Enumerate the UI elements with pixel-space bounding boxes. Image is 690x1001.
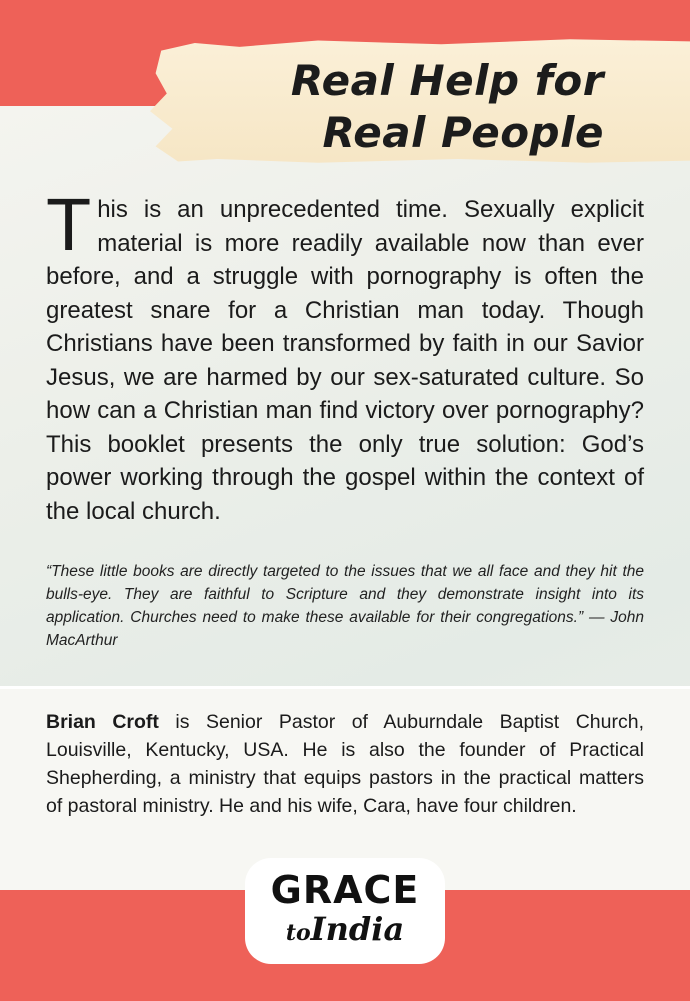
drop-cap: T — [46, 183, 92, 266]
logo-india-text: India — [310, 910, 405, 948]
title-line-2: Real People — [322, 108, 604, 157]
author-name: Brian Croft — [46, 711, 159, 733]
endorsement-quote: “These little books are directly targeted to the issues that we all face and they hit the bulls-eye. They are faithful to Scripture and they demonstrate insight into its application. Churches need to make these available for their congregations.” — John MacArthur — [46, 563, 644, 649]
title-line-1: Real Help for — [290, 56, 604, 105]
description-paragraph — [46, 183, 644, 528]
logo-grace-text: GRACE — [270, 868, 420, 912]
author-bio — [46, 708, 644, 820]
author-bio-text: is Senior Pastor of Auburndale Baptist Church, Louisville, Kentucky, USA. He is also the founder of Practical Shepherding, a ministry that equips pastors in the practical matters of pastoral ministry. He and his wife, Cara, have four children. — [46, 711, 644, 817]
logo-to-text: to — [285, 920, 311, 946]
publisher-logo — [245, 858, 445, 964]
logo-sub-text — [245, 910, 445, 948]
description-text: his is an unprecedented time. Sexually explicit material is more readily available now than ever before, and a struggle with pornography is often the greatest snare for a Christian man today. Though Christians have been transformed by faith in our Savior Jesus, we are harmed by our sex-saturated culture. So how can a Christian man find victory over pornography? This booklet presents the only true solution: God’s power working through the gospel within the context of the local church. — [46, 196, 644, 525]
